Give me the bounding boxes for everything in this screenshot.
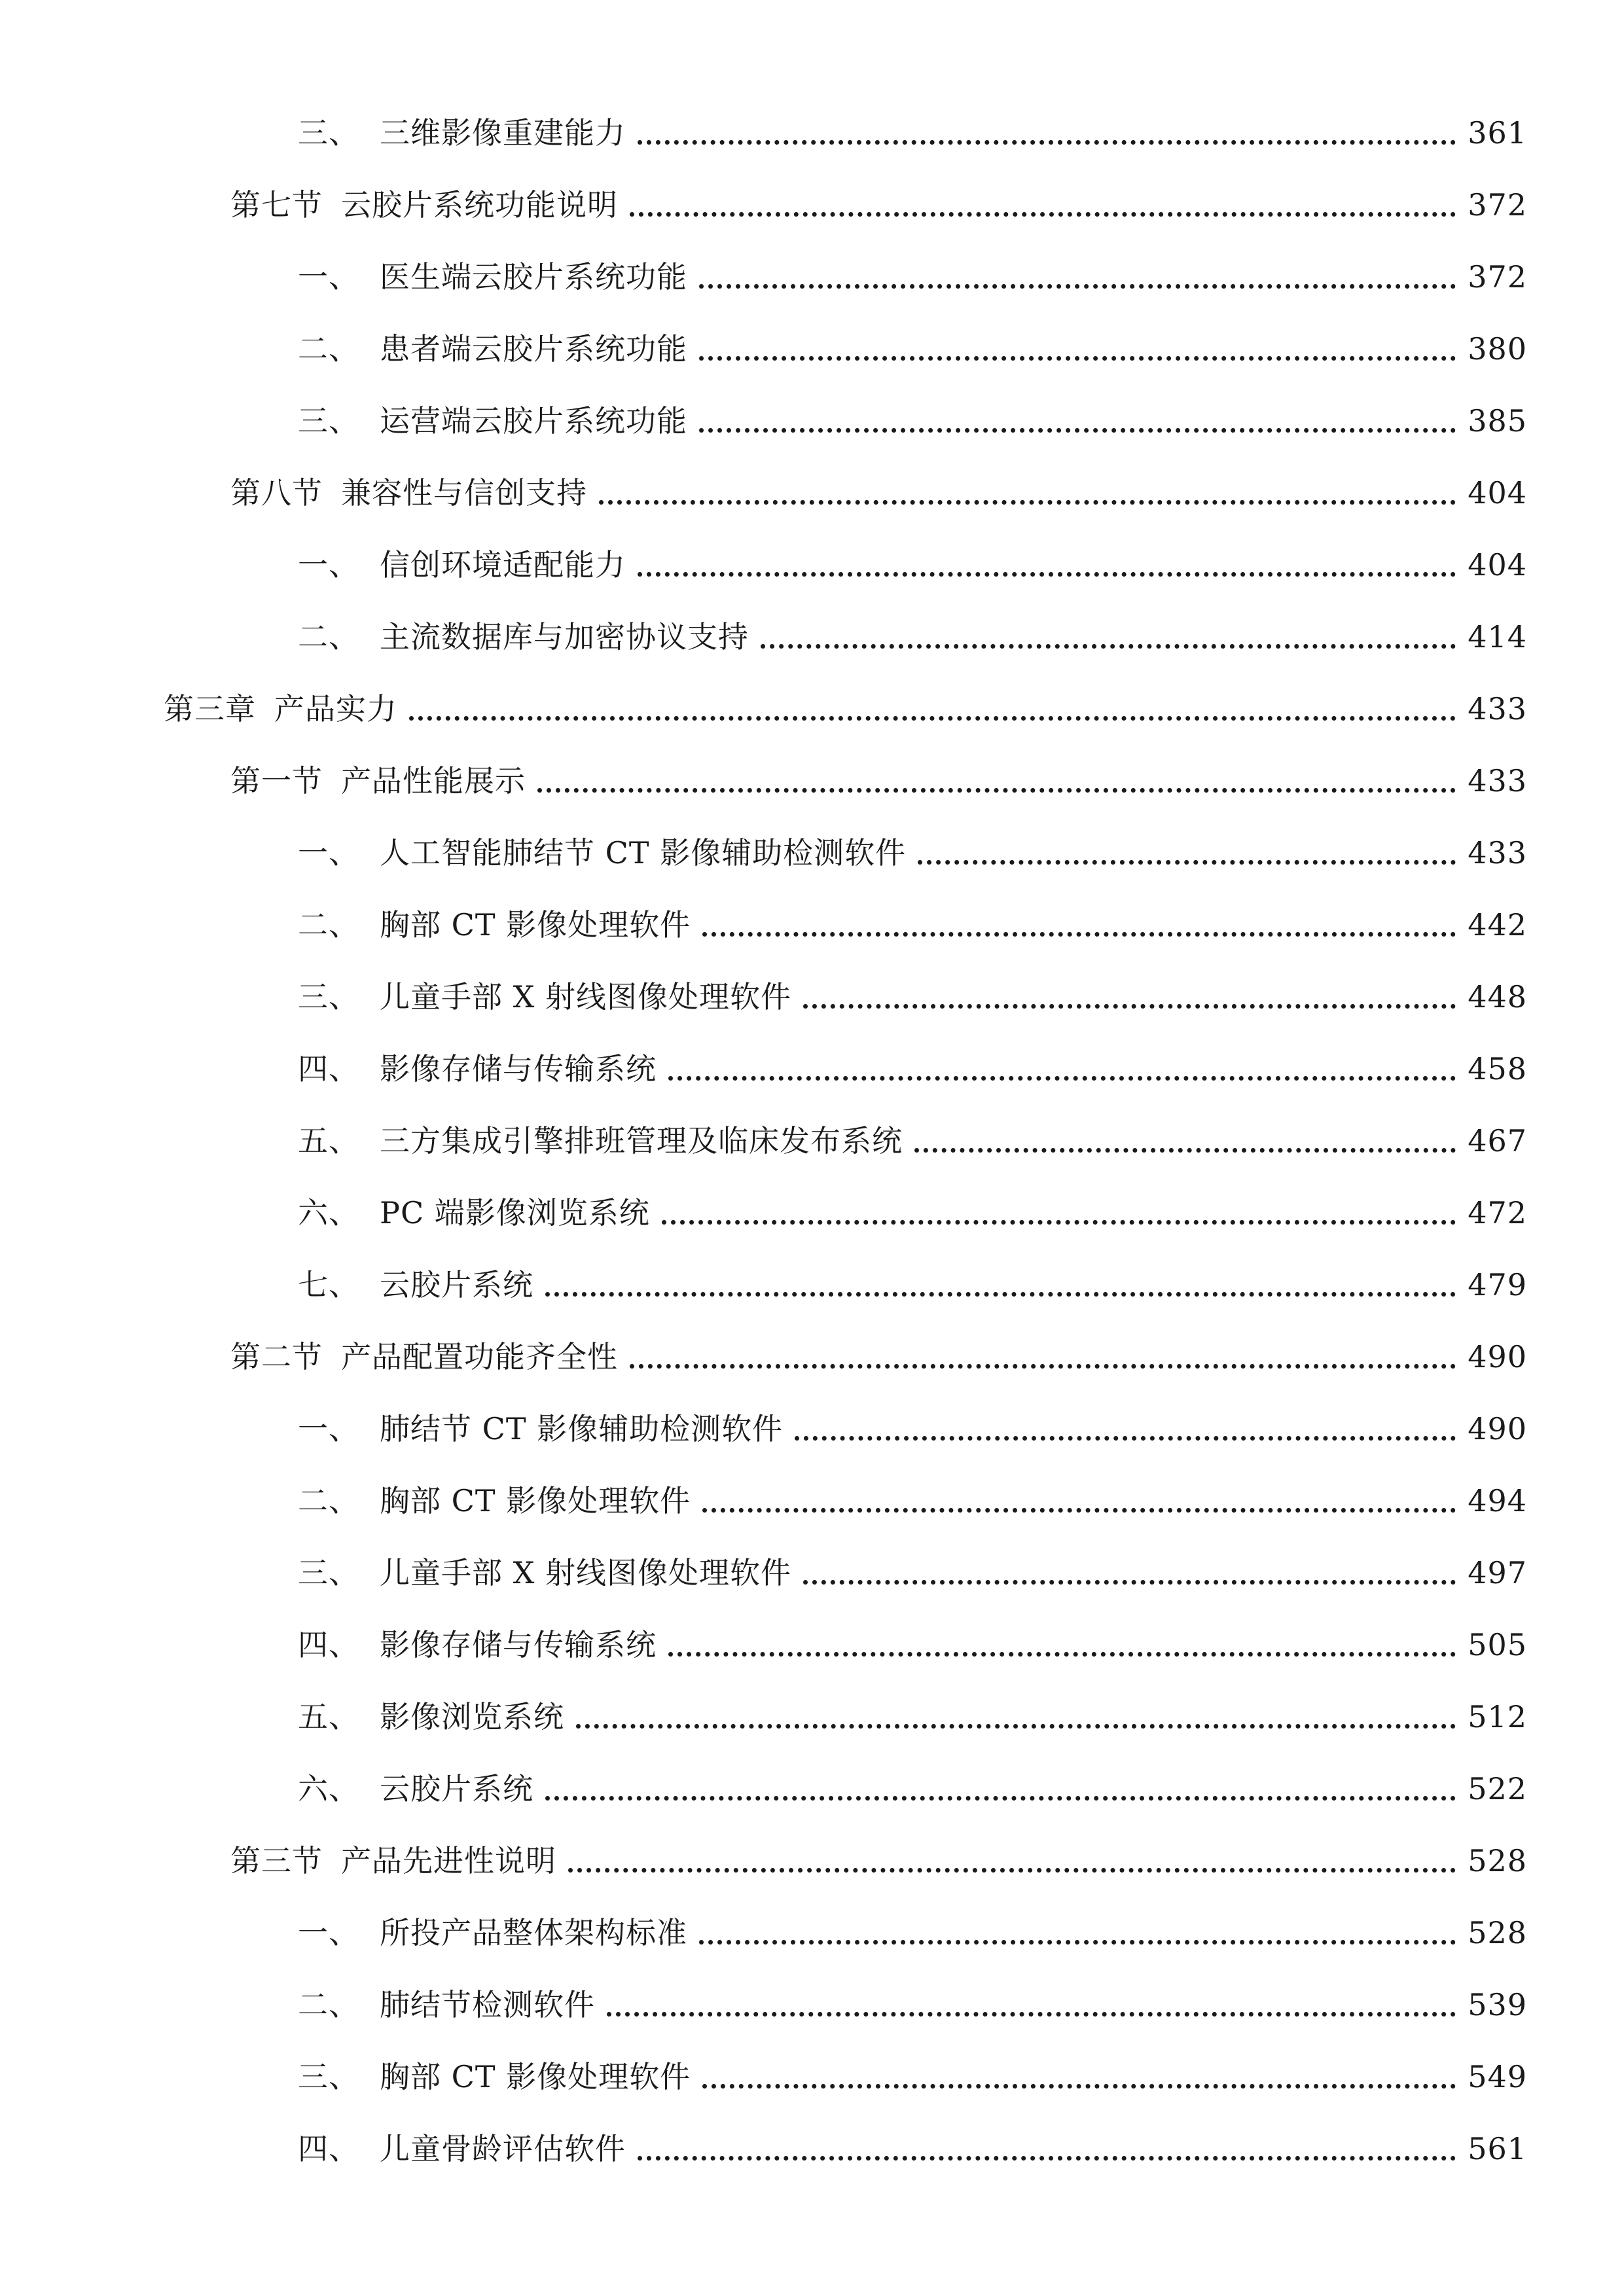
toc-dot-leader bbox=[638, 2156, 1456, 2161]
toc-entry[interactable] bbox=[0, 673, 1624, 745]
toc-entry-title: 胸部 CT 影像处理软件 bbox=[380, 1483, 691, 1518]
toc-page-number: 497 bbox=[1468, 1555, 1527, 1590]
toc-page-number: 528 bbox=[1468, 1843, 1527, 1878]
toc-dot-leader bbox=[545, 1292, 1456, 1297]
toc-dot-leader bbox=[699, 356, 1456, 361]
toc-dot-leader bbox=[568, 1868, 1456, 1873]
toc-entry-title: PC 端影像浏览系统 bbox=[380, 1195, 650, 1230]
toc-entry-label bbox=[298, 1123, 903, 1158]
toc-entry-label bbox=[298, 1483, 691, 1518]
toc-entry-number: 二、 bbox=[298, 619, 359, 655]
toc-entry-label bbox=[298, 907, 691, 942]
toc-dot-leader bbox=[630, 212, 1456, 217]
toc-entry-number: 四、 bbox=[298, 1627, 359, 1662]
toc-entry-number: 五、 bbox=[298, 1699, 359, 1734]
toc-entry-number: 三、 bbox=[298, 115, 359, 151]
toc-entry[interactable] bbox=[0, 1249, 1624, 1321]
toc-entry-number: 一、 bbox=[298, 547, 359, 583]
toc-entry-label bbox=[298, 259, 687, 295]
toc-entry[interactable] bbox=[0, 169, 1624, 241]
toc-entry-label bbox=[230, 763, 526, 798]
toc-entry-number: 一、 bbox=[298, 259, 359, 295]
toc-page-number: 361 bbox=[1468, 115, 1527, 151]
toc-entry-title: 患者端云胶片系统功能 bbox=[380, 331, 687, 367]
toc-entry-number: 第三节 bbox=[230, 1843, 323, 1878]
toc-entry-number: 七、 bbox=[298, 1267, 359, 1302]
toc-entry-number: 四、 bbox=[298, 2131, 359, 2166]
toc-entry-title: 产品实力 bbox=[274, 691, 397, 726]
toc-page-number: 539 bbox=[1468, 1987, 1527, 2022]
toc-entry[interactable] bbox=[0, 1753, 1624, 1825]
toc-entry-number: 六、 bbox=[298, 1771, 359, 1806]
toc-page-number: 433 bbox=[1468, 763, 1527, 798]
toc-page-number: 442 bbox=[1468, 907, 1527, 942]
toc-entry-number: 第八节 bbox=[230, 475, 323, 511]
toc-entry-label bbox=[298, 1051, 657, 1086]
toc-entry-number: 二、 bbox=[298, 907, 359, 942]
toc-page-number: 448 bbox=[1468, 979, 1527, 1014]
toc-entry-label bbox=[230, 1843, 556, 1878]
toc-entry-number: 第一节 bbox=[230, 763, 323, 798]
toc-entry-number: 三、 bbox=[298, 403, 359, 439]
toc-page-number: 479 bbox=[1468, 1267, 1527, 1302]
toc-dot-leader bbox=[699, 284, 1456, 289]
toc-dot-leader bbox=[918, 860, 1456, 865]
toc-entry[interactable] bbox=[0, 385, 1624, 457]
toc-dot-leader bbox=[761, 644, 1456, 649]
toc-page-number: 494 bbox=[1468, 1483, 1527, 1518]
toc-entry-label bbox=[164, 691, 397, 726]
toc-entry-label bbox=[298, 835, 907, 870]
toc-entry-number: 三、 bbox=[298, 2059, 359, 2094]
toc-page-number: 490 bbox=[1468, 1339, 1527, 1374]
toc-entry-label bbox=[298, 1555, 791, 1590]
toc-entry-number: 一、 bbox=[298, 835, 359, 870]
toc-page-number: 433 bbox=[1468, 691, 1527, 726]
toc-entry-number: 二、 bbox=[298, 1483, 359, 1518]
toc-page-number: 528 bbox=[1468, 1915, 1527, 1950]
toc-entry-label bbox=[298, 1987, 595, 2022]
toc-page-number: 372 bbox=[1468, 259, 1527, 295]
toc-entry[interactable] bbox=[0, 817, 1624, 889]
toc-entry[interactable] bbox=[0, 2041, 1624, 2113]
toc-dot-leader bbox=[545, 1796, 1456, 1801]
toc-entry-title: 儿童骨龄评估软件 bbox=[380, 2131, 626, 2166]
toc-entry-title: 三维影像重建能力 bbox=[380, 115, 626, 151]
toc-page-number: 385 bbox=[1468, 403, 1527, 439]
toc-entry-number: 第七节 bbox=[230, 187, 323, 223]
toc-entry-title: 产品性能展示 bbox=[341, 763, 526, 798]
toc-entry[interactable] bbox=[0, 1681, 1624, 1753]
toc-entry-title: 产品配置功能齐全性 bbox=[341, 1339, 618, 1374]
toc-page-number: 549 bbox=[1468, 2059, 1527, 2094]
toc-entry[interactable] bbox=[0, 1393, 1624, 1465]
toc-entry-number: 一、 bbox=[298, 1411, 359, 1446]
toc-entry-number: 第三章 bbox=[164, 691, 256, 726]
toc-entry[interactable] bbox=[0, 745, 1624, 817]
toc-dot-leader bbox=[702, 2084, 1456, 2089]
toc-dot-leader bbox=[662, 1220, 1456, 1225]
toc-entry-number: 二、 bbox=[298, 331, 359, 367]
toc-entry[interactable] bbox=[0, 889, 1624, 961]
toc-entry-title: 医生端云胶片系统功能 bbox=[380, 259, 687, 295]
toc-entry[interactable] bbox=[0, 961, 1624, 1033]
toc-entry-label bbox=[298, 331, 687, 367]
toc-entry-label bbox=[298, 403, 687, 439]
toc-page-number: 561 bbox=[1468, 2131, 1527, 2166]
toc-entry-label bbox=[298, 1915, 687, 1950]
toc-dot-leader bbox=[699, 428, 1456, 433]
toc-entry-label bbox=[230, 187, 618, 223]
toc-entry-number: 五、 bbox=[298, 1123, 359, 1158]
toc-entry-label bbox=[298, 547, 626, 583]
toc-entry-title: 三方集成引擎排班管理及临床发布系统 bbox=[380, 1123, 903, 1158]
toc-page-number: 490 bbox=[1468, 1411, 1527, 1446]
toc-entry[interactable] bbox=[0, 1465, 1624, 1537]
toc-entry[interactable] bbox=[0, 2113, 1624, 2185]
toc-entry-title: 运营端云胶片系统功能 bbox=[380, 403, 687, 439]
toc-entry-number: 六、 bbox=[298, 1195, 359, 1230]
toc-entry-label bbox=[230, 1339, 618, 1374]
toc-entry[interactable] bbox=[0, 529, 1624, 601]
toc-page-number: 380 bbox=[1468, 331, 1527, 367]
toc-entry[interactable] bbox=[0, 1537, 1624, 1609]
toc-entry-title: 影像存储与传输系统 bbox=[380, 1051, 657, 1086]
toc-entry-number: 二、 bbox=[298, 1987, 359, 2022]
toc-page-number: 505 bbox=[1468, 1627, 1527, 1662]
toc-entry-label bbox=[298, 1627, 657, 1662]
toc-entry[interactable] bbox=[0, 601, 1624, 673]
toc-entry-number: 三、 bbox=[298, 979, 359, 1014]
toc-entry-title: 肺结节 CT 影像辅助检测软件 bbox=[380, 1411, 784, 1446]
toc-entry[interactable] bbox=[0, 457, 1624, 529]
toc-dot-leader bbox=[668, 1076, 1456, 1081]
toc-entry-label bbox=[298, 619, 749, 655]
toc-entry-title: 兼容性与信创支持 bbox=[341, 475, 587, 511]
toc-entry[interactable] bbox=[0, 1969, 1624, 2041]
toc-dot-leader bbox=[914, 1148, 1456, 1153]
toc-entry-title: 主流数据库与加密协议支持 bbox=[380, 619, 749, 655]
toc-entry-number: 三、 bbox=[298, 1555, 359, 1590]
toc-entry[interactable] bbox=[0, 1177, 1624, 1249]
toc-entry-label bbox=[298, 2131, 626, 2166]
toc-dot-leader bbox=[702, 1508, 1456, 1513]
toc-dot-leader bbox=[702, 932, 1456, 937]
toc-page-number: 522 bbox=[1468, 1771, 1527, 1806]
toc-dot-leader bbox=[576, 1724, 1456, 1729]
toc-entry-number: 第二节 bbox=[230, 1339, 323, 1374]
toc-page-number: 458 bbox=[1468, 1051, 1527, 1086]
toc-dot-leader bbox=[638, 140, 1456, 145]
toc-dot-leader bbox=[795, 1436, 1456, 1441]
toc-entry-label bbox=[298, 1771, 533, 1806]
toc-entry-title: 信创环境适配能力 bbox=[380, 547, 626, 583]
toc-entry-number: 四、 bbox=[298, 1051, 359, 1086]
toc-entry-title: 儿童手部 X 射线图像处理软件 bbox=[380, 1555, 791, 1590]
toc-dot-leader bbox=[803, 1580, 1456, 1585]
toc-entry-number: 一、 bbox=[298, 1915, 359, 1950]
toc-dot-leader bbox=[699, 1940, 1456, 1945]
toc-page-number: 512 bbox=[1468, 1699, 1527, 1734]
toc-entry-title: 产品先进性说明 bbox=[341, 1843, 556, 1878]
toc-page-number: 433 bbox=[1468, 835, 1527, 870]
toc-page-number: 404 bbox=[1468, 475, 1527, 511]
toc-entry-label bbox=[230, 475, 587, 511]
toc-entry-title: 影像浏览系统 bbox=[380, 1699, 564, 1734]
table-of-contents bbox=[0, 97, 1624, 2185]
toc-entry-title: 影像存储与传输系统 bbox=[380, 1627, 657, 1662]
toc-entry-label bbox=[298, 1411, 784, 1446]
toc-dot-leader bbox=[803, 1004, 1456, 1009]
toc-entry[interactable] bbox=[0, 1321, 1624, 1393]
toc-entry[interactable] bbox=[0, 1609, 1624, 1681]
toc-entry[interactable] bbox=[0, 1105, 1624, 1177]
toc-dot-leader bbox=[537, 788, 1456, 793]
toc-entry-label bbox=[298, 115, 626, 151]
toc-entry-title: 肺结节检测软件 bbox=[380, 1987, 595, 2022]
toc-page-number: 404 bbox=[1468, 547, 1527, 583]
toc-entry[interactable] bbox=[0, 313, 1624, 385]
toc-entry-label bbox=[298, 979, 791, 1014]
toc-entry-title: 胸部 CT 影像处理软件 bbox=[380, 2059, 691, 2094]
toc-dot-leader bbox=[599, 500, 1456, 505]
toc-entry-label bbox=[298, 1699, 564, 1734]
toc-entry-title: 胸部 CT 影像处理软件 bbox=[380, 907, 691, 942]
toc-entry-title: 云胶片系统 bbox=[380, 1267, 533, 1302]
toc-entry[interactable] bbox=[0, 1033, 1624, 1105]
toc-dot-leader bbox=[409, 716, 1456, 721]
toc-page-number: 472 bbox=[1468, 1195, 1527, 1230]
toc-entry-title: 云胶片系统功能说明 bbox=[341, 187, 618, 223]
toc-entry[interactable] bbox=[0, 1897, 1624, 1969]
toc-dot-leader bbox=[630, 1364, 1456, 1369]
toc-dot-leader bbox=[607, 2012, 1456, 2017]
toc-page-number: 467 bbox=[1468, 1123, 1527, 1158]
toc-entry-title: 所投产品整体架构标准 bbox=[380, 1915, 687, 1950]
toc-entry[interactable] bbox=[0, 97, 1624, 169]
toc-entry[interactable] bbox=[0, 1825, 1624, 1897]
toc-page-number: 372 bbox=[1468, 187, 1527, 223]
toc-entry-title: 云胶片系统 bbox=[380, 1771, 533, 1806]
toc-entry-title: 儿童手部 X 射线图像处理软件 bbox=[380, 979, 791, 1014]
toc-entry-title: 人工智能肺结节 CT 影像辅助检测软件 bbox=[380, 835, 907, 870]
toc-dot-leader bbox=[668, 1652, 1456, 1657]
toc-entry-label bbox=[298, 1267, 533, 1302]
toc-entry[interactable] bbox=[0, 241, 1624, 313]
toc-entry-label bbox=[298, 1195, 650, 1230]
toc-page-number: 414 bbox=[1468, 619, 1527, 655]
toc-dot-leader bbox=[638, 572, 1456, 577]
toc-entry-label bbox=[298, 2059, 691, 2094]
